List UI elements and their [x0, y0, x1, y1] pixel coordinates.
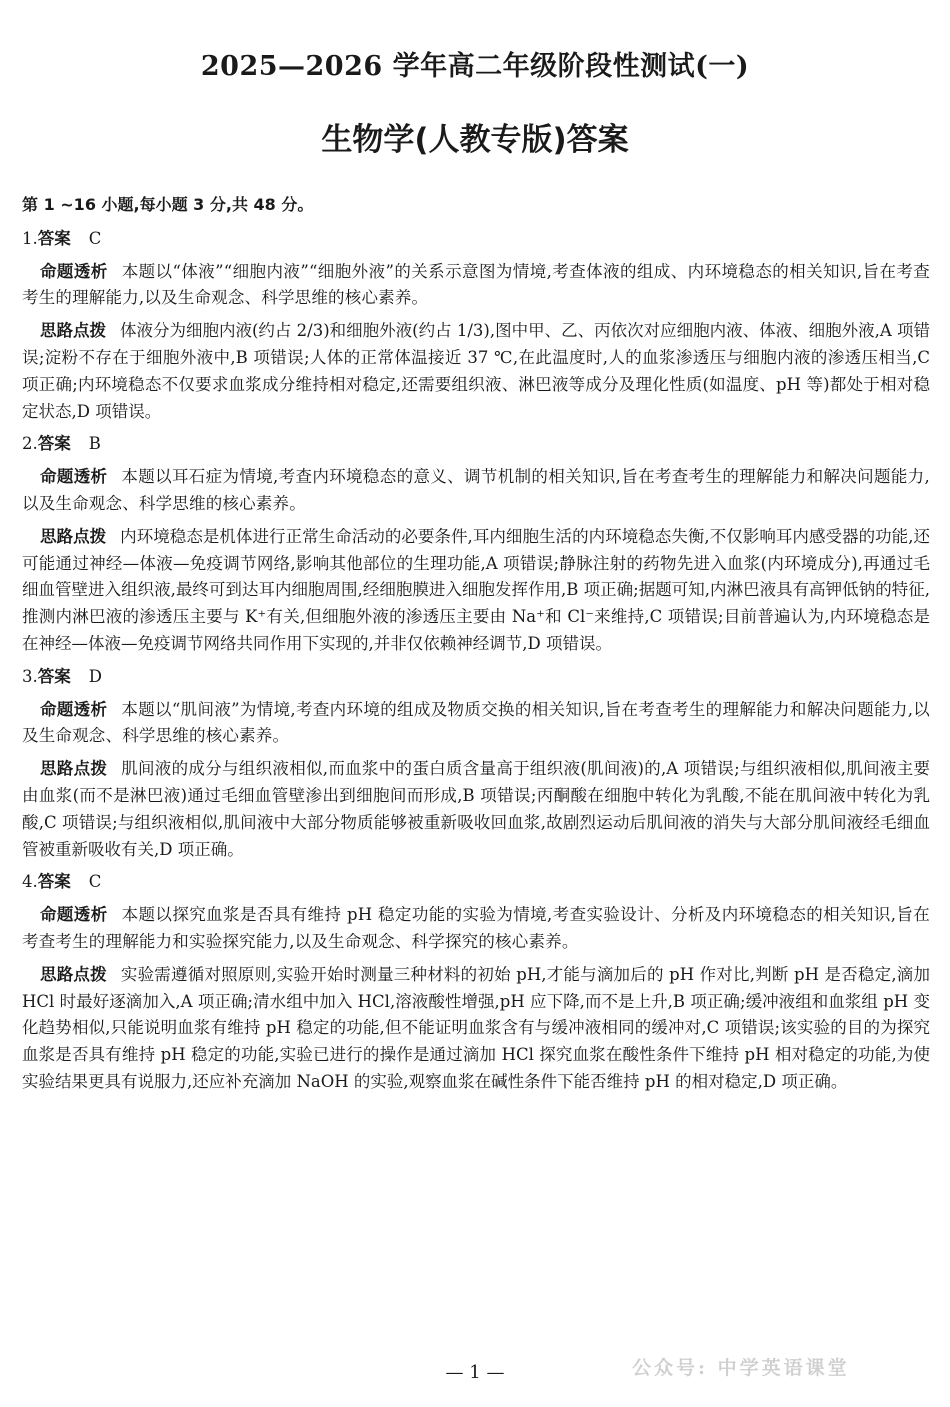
analysis-paragraph [22, 464, 930, 518]
question-header [22, 431, 930, 458]
answer-value: C [88, 872, 102, 892]
page-title: 2025—2026 学年高二年级阶段性测试(一) [200, 51, 750, 82]
explanation-text: 肌间液的成分与组织液相似,而血浆中的蛋白质含量高于组织液(肌间液)的,A 项错误;与组织液相似,肌间液主要由血浆(而不是淋巴液)通过毛细血管壁渗出到细胞间而形成,B 项错误;丙酮酸在细胞中转化为乳酸,不能在肌间液中转化为乳酸,C 项错误;与组织液相似,肌间液中大部分物质能够被重新吸收回血浆,故剧烈运动后肌间液的消失与大部分肌间液经毛细血管被重新吸收有关,D 项正确。 [22, 759, 930, 859]
explanation-label: 思路点拨 [40, 759, 108, 779]
question-block [22, 664, 930, 864]
answer-label: 答案 [37, 872, 71, 892]
analysis-label: 命题透析 [40, 467, 108, 487]
question-block [22, 431, 930, 657]
explanation-paragraph [22, 756, 930, 863]
question-number: 2. [22, 434, 38, 454]
explanation-paragraph [22, 524, 930, 658]
question-header [22, 869, 930, 896]
analysis-text: 本题以探究血浆是否具有维持 pH 稳定功能的实验为情境,考查实验设计、分析及内环境稳态的相关知识,旨在考查考生的理解能力和实验探究能力,以及生命观念、科学探究的核心素养。 [22, 905, 930, 951]
page-subtitle: 生物学(人教专版)答案 [321, 122, 629, 158]
analysis-label: 命题透析 [40, 905, 108, 925]
question-block [22, 226, 930, 426]
explanation-text: 实验需遵循对照原则,实验开始时测量三种材料的初始 pH,才能与滴加后的 pH 作对比,判断 pH 是否稳定,滴加 HCl 时最好逐滴加入,A 项正确;清水组中加入 HCl,溶液酸性增强,pH 应下降,而不是上升,B 项正确;缓冲液组和血浆组 pH 变化趋势相似,只能说明血浆有维持 pH 稳定的功能,但不能证明血浆含有与缓冲液相同的缓冲对,C 项错误;该实验的目的为探究血浆是否具有维持 pH 稳定的功能,实验已进行的操作是通过滴加 HCl 探究血浆在酸性条件下维持 pH 相对稳定的功能,为使实验结果更具有说服力,还应补充滴加 NaOH 的实验,观察血浆在碱性条件下能否维持 pH 的相对稳定,D 项正确。 [22, 964, 931, 1091]
question-number: 1. [22, 228, 38, 248]
explanation-label: 思路点拨 [40, 321, 106, 341]
question-number: 4. [22, 872, 38, 892]
answer-label: 答案 [37, 434, 71, 454]
answer-value: C [88, 228, 102, 248]
answer-label: 答案 [37, 228, 71, 248]
analysis-text: 本题以“肌间液”为情境,考查内环境的组成及物质交换的相关知识,旨在考查考生的理解能力和解决问题能力,以及生命观念、科学思维的核心素养。 [22, 699, 930, 746]
question-number: 3. [22, 666, 38, 686]
explanation-text: 体液分为细胞内液(约占 2/3)和细胞外液(约占 1/3),图中甲、乙、丙依次对应细胞内液、体液、细胞外液,A 项错误;淀粉不存在于细胞外液中,B 项错误;人体的正常体温接近 37 ℃,在此温度时,人的血浆渗透压与细胞内液的渗透压相当,C 项正确;内环境稳态不仅要求血浆成分维持相对稳定,还需要组织液、淋巴液等成分及理化性质(如温度、pH 等)都处于相对稳定状态,D 项错误。 [22, 321, 930, 421]
watermark: 公众号: 中学英语课堂 [632, 1357, 850, 1379]
explanation-text: 内环境稳态是机体进行正常生命活动的必要条件,耳内细胞生活的内环境稳态失衡,不仅影响耳内感受器的功能,还可能通过神经—体液—免疫调节网络,影响其他部位的生理功能,A 项错误;静脉注射的药物先进入血浆(内环境成分),再通过毛细血管壁进入组织液,最终可到达耳内细胞周围,经细胞膜进入细胞发挥作用,B 项正确;据题可知,内淋巴液具有高钾低钠的特征,推测内淋巴液的渗透压主要与 K⁺有关,但细胞外液的渗透压主要由 Na⁺和 Cl⁻来维持,C 项错误;目前普遍认为,内环境稳态是在神经—体液—免疫调节网络共同作用下实现的,并非仅依赖神经调节,D 项错误。 [22, 526, 930, 653]
answer-value: D [88, 666, 102, 686]
page-number: — 1 — [445, 1362, 505, 1383]
answer-label: 答案 [37, 666, 71, 686]
question-header [22, 226, 930, 253]
analysis-text: 本题以“体液”“细胞内液”“细胞外液”的关系示意图为情境,考查体液的组成、内环境稳态的相关知识,旨在考查考生的理解能力,以及生命观念、科学思维的核心素养。 [22, 261, 930, 308]
explanation-paragraph [22, 318, 930, 425]
explanation-paragraph [22, 962, 930, 1096]
question-block [22, 869, 930, 1095]
question-header [22, 664, 930, 691]
analysis-text: 本题以耳石症为情境,考查内环境稳态的意义、调节机制的相关知识,旨在考查考生的理解能力和解决问题能力,以及生命观念、科学思维的核心素养。 [22, 467, 930, 513]
analysis-label: 命题透析 [40, 261, 108, 281]
analysis-paragraph [22, 259, 930, 313]
analysis-paragraph [22, 902, 930, 956]
analysis-paragraph [22, 697, 930, 751]
explanation-label: 思路点拨 [40, 964, 107, 984]
answer-value: B [88, 434, 101, 454]
section-intro: 第 1 ~16 小题,每小题 3 分,共 48 分。 [22, 195, 314, 214]
analysis-label: 命题透析 [40, 699, 108, 719]
answer-content [22, 192, 930, 1102]
explanation-label: 思路点拨 [40, 526, 107, 546]
